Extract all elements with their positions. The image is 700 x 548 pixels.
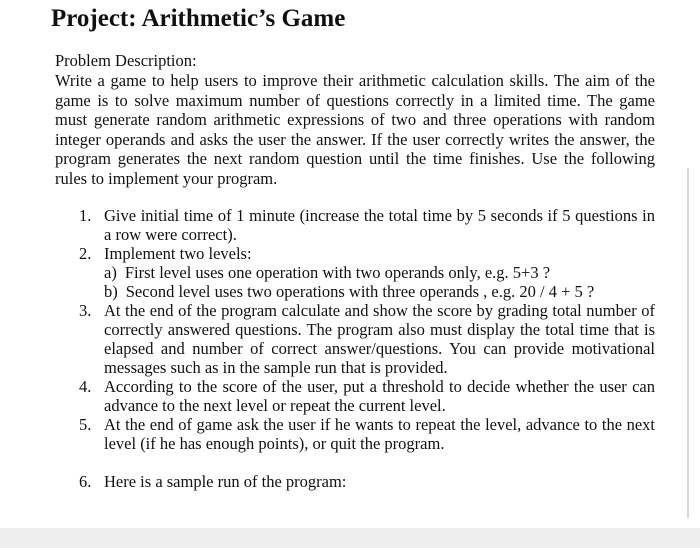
rule-text: At the end of the program calculate and show the score by grading total number of correctly answered questions. The program also must display the total time that is elapsed and number of correct answer/questions. You can provide motivational messages such as in the sample run that is provided. [104,301,655,377]
rule-text: Here is a sample run of the program: [104,472,347,491]
rule-number: 3. [79,301,92,320]
page-bottom-band [0,528,700,548]
document-title: Project: Arithmetic’s Game [51,5,346,32]
sub-item-text: First level uses one operation with two operands only, e.g. 5+3 ? [124,263,551,282]
rules-list [79,206,655,491]
sub-item-marker: a) [104,263,117,282]
rule-text: According to the score of the user, put a threshold to decide whether the user can advance to the next level or repeat the current level. [104,377,655,415]
rule-item-4 [79,377,655,415]
level-sub-item-b [104,282,655,301]
rule-number: 4. [79,377,92,396]
rule-item-1 [79,206,655,244]
level-sub-list [104,263,655,301]
rule-text: Give initial time of 1 minute (increase the total time by 5 seconds if 5 questions in a row were correct). [104,206,655,244]
page-side-rule [687,168,689,518]
rule-number: 1. [79,206,92,225]
sub-item-marker: b) [104,282,118,301]
rule-number: 2. [79,244,92,263]
problem-description-heading: Problem Description: [55,51,197,70]
level-sub-item-a [104,263,655,282]
rule-item-6 [79,472,655,491]
rule-item-5 [79,415,655,453]
problem-description-text: Write a game to help users to improve their arithmetic calculation skills. The aim of the game is to solve maximum number of questions correctly in a limited time. The game must generate random arithmetic expressions of two and three operations with random integer operands and asks the user the answer. If the user correctly writes the answer, the program generates the next random question until the time finishes. Use the following rules to implement your program. [55,71,655,188]
rule-text: Implement two levels: [104,244,252,263]
rule-number: 6. [79,472,92,491]
rule-number: 5. [79,415,92,434]
rule-text: At the end of game ask the user if he wants to repeat the level, advance to the next level (if he has enough points), or quit the program. [104,415,655,453]
rule-item-3 [79,301,655,377]
rule-item-2 [79,244,655,301]
sub-item-text: Second level uses two operations with three operands , e.g. 20 / 4 + 5 ? [125,282,595,301]
